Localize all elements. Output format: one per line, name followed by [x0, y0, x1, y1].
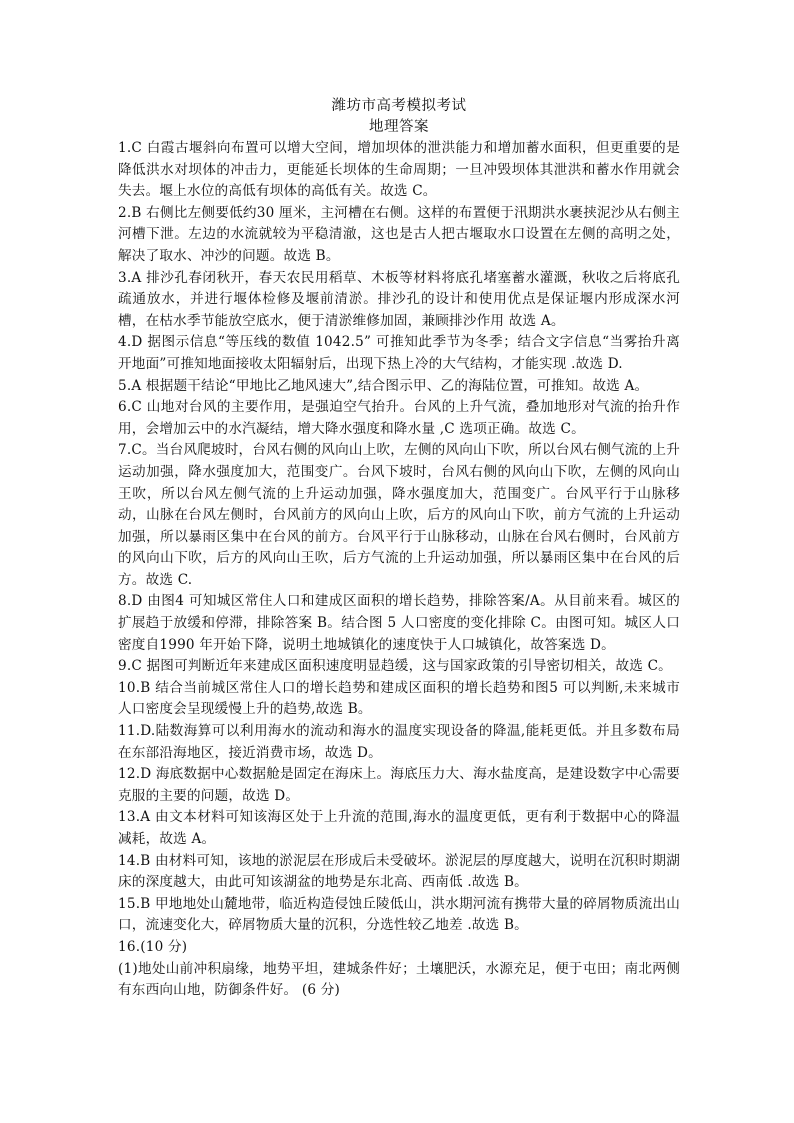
document-subtitle: 地理答案 [369, 119, 429, 135]
answer-list [118, 138, 680, 1002]
answer-16-part-1: (1)地处山前冲积扇缘，地势平坦，建城条件好；土壤肥沃，水源充足，便于屯田；南北两侧有东西向山地，防御条件好。 (6 分) [118, 960, 680, 999]
answer-2: 2.B 右侧比左侧要低约30 厘米，主河槽在右侧。这样的布置便于汛期洪水裹挟泥沙从右侧主河槽下泄。左边的水流就较为平稳清澈，这也是古人把古堰取水口设置在左侧的高明之处，解决了取水、冲沙的问题。故选 B。 [118, 204, 680, 264]
answer-7: 7.C。当台风爬坡时，台风右侧的风向山上吹，左侧的风向山下吹，所以台风右侧气流的上升运动加强，降水强度加大，范围变广。台风下坡时，台风右侧的风向山下吹，左侧的风向山王吹，所以台风左侧气流的上升运动加强，降水强度加大，范围变广。台风平行于山脉移动，山脉在台风左侧时，台风前方的风向山上吹，后方的风向山下吹，前方气流的上升运动加强，所以暴雨区集中在台风的前方。台风平行于山脉移动，山脉在台风右侧时，台风前方的风向山下吹，后方的风向山王吹，后方气流的上升运动加强，所以暴雨区集中在台风的后方。故选 C. [118, 442, 680, 588]
answer-8: 8.D 由图4 可知城区常住人口和建成区面积的增长趋势，排除答案/A。从目前来看。城区的扩展趋于放缓和停滞，排除答案 B。结合图 5 人口密度的变化排除 C。由图可知。城区人口密度自1990 年开始下降，说明土地城镇化的速度快于人口城镇化，故答案选 D。 [118, 593, 680, 653]
answer-5: 5.A 根据题干结论“甲地比乙地风速大”,结合图示甲、乙的海陆位置，可推知。故选 A。 [118, 377, 649, 394]
answer-13: 13.A 由文本材料可知该海区处于上升流的范围,海水的温度更低，更有利于数据中心的降温减耗，故选 A。 [118, 809, 680, 847]
document-title: 潍坊市高考模拟考试 [331, 98, 467, 114]
answer-4: 4.D 据图示信息“等压线的数值 1042.5” 可推知此季节为冬季；结合文字信息“当雾抬升离开地面”可推知地面接收太阳辐射后，出现下热上冷的大气结构，才能实现 .故选 D. [118, 334, 680, 372]
answer-11: 11.D.陆数海算可以利用海水的流动和海水的温度实现设备的降温,能耗更低。并且多数布局在东部沿海地区，接近消费市场，故选 D。 [118, 723, 680, 761]
answer-6: 6.C 山地对台风的主要作用，是强迫空气抬升。台风的上升气流，叠加地形对气流的抬升作用，会增加云中的水汽凝结，增大降水强度和降水量 ,C 选项正确。故选 C。 [118, 399, 680, 437]
answer-12: 12.D 海底数据中心数据舱是固定在海床上。海底压力大、海水盐度高，是建设数字中心需要克服的主要的问题，故选 D。 [118, 766, 680, 804]
answer-3: 3.A 排沙孔春闭秋开，春天农民用稻草、木板等材料将底孔堵塞蓄水灌溉，秋收之后将底孔疏通放水，并进行堰体检修及堰前清淤。排沙孔的设计和使用优点是保证堰内形成深水河槽，在枯水季节能放空底水，便于清淤维修加固，兼顾排沙作用 故选 A。 [118, 269, 680, 329]
answer-15: 15.B 甲地地处山麓地带，临近构造侵蚀丘陵低山，洪水期河流有携带大量的碎屑物质流出山口，流速变化大，碎屑物质大量的沉积，分选性较乙地差 .故选 B。 [118, 895, 680, 934]
answer-1: 1.C 白霞古堰斜向布置可以增大空间，增加坝体的泄洪能力和增加蓄水面积，但更重要的是降低洪水对坝体的冲击力，更能延长坝体的生命周期；一旦冲毁坝体其泄洪和蓄水作用就会失去。堰上水位的高低有坝体的高低有关。故选 C。 [118, 140, 680, 200]
answer-9: 9.C 据图可判断近年来建成区面积速度明显趋缓，这与国家政策的引导密切相关，故选 C。 [118, 658, 672, 675]
answer-14: 14.B 由材料可知，该地的淤泥层在形成后未受破坏。淤泥层的厚度越大，说明在沉积时期湖床的深度越大，由此可知该湖盆的地势是东北高、西南低 .故选 B。 [118, 852, 680, 891]
answer-10: 10.B 结合当前城区常住人口的增长趋势和建成区面积的增长趋势和图5 可以判断,未来城市人口密度会呈现缓慢上升的趋势,故选 B。 [118, 679, 680, 718]
answer-document [118, 96, 680, 1002]
answer-16-heading: 16.(10 分) [118, 938, 188, 955]
